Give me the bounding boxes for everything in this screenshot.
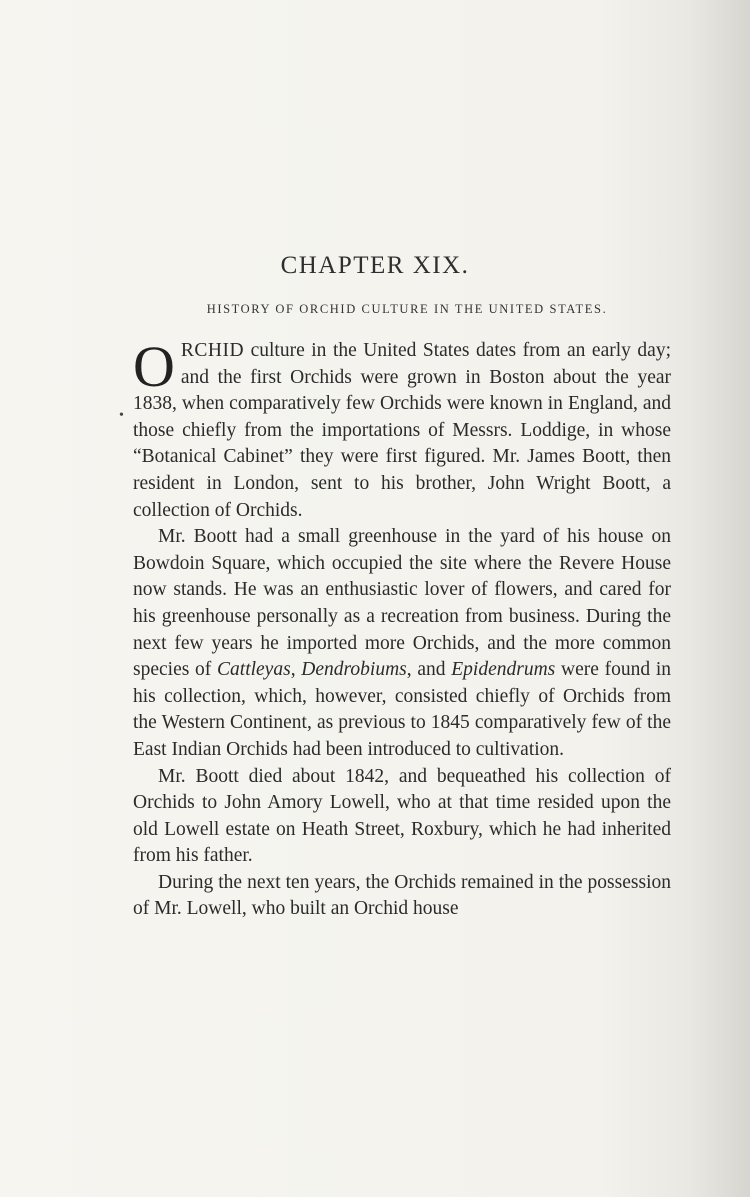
paragraph-1	[133, 334, 671, 524]
paragraph-2-text-b: ,	[290, 659, 302, 681]
genus-cattleyas: Cattleyas	[217, 659, 291, 681]
paragraph-2-text-d: were found in his collection, which, however, consisted chiefly of Orchids from the Western Continent, as previous to 1845 comparatively few of the East Indian Orchids had been introduced to cultivation.	[133, 659, 671, 760]
paragraph-2-text-c: , and	[406, 659, 452, 681]
drop-cap: O	[133, 334, 175, 399]
body-text	[133, 334, 671, 923]
opening-word: RCHID	[180, 340, 245, 361]
paragraph-3: Mr. Boott died about 1842, and bequeathed his collection of Orchids to John Amory Lowell, who at that time resided upon the old Lowell estate on Heath Street, Roxbury, which he had inherited from his father.	[133, 765, 671, 867]
chapter-subtitle: HISTORY OF ORCHID CULTURE IN THE UNITED STATES.	[206, 302, 608, 316]
paragraph-2	[133, 524, 671, 763]
genus-dendrobiums: Dendrobiums	[301, 659, 407, 681]
margin-mark: •	[119, 408, 124, 423]
paragraph-1-text: culture in the United States dates from an early day; and the first Orchids were grown in Boston about the year 1838, when comparatively few Orchids were known in England, and those chiefly from the importations of Messrs. Loddige, in whose “Botanical Cabinet” they were first figured. Mr. James Boott, then resident in London, sent to his brother, John Wright Boott, a collection of Orchids.	[133, 340, 671, 521]
paragraph-4: During the next ten years, the Orchids remained in the possession of Mr. Lowell, who built an Orchid house	[133, 871, 671, 920]
chapter-title: CHAPTER XIX.	[280, 252, 470, 279]
genus-epidendrums: Epidendrums	[451, 659, 556, 681]
paragraph-2-text-a: Mr. Boott had a small greenhouse in the yard of his house on Bowdoin Square, which occupied the site where the Revere House now stands. He was an enthusiastic lover of flowers, and cared for his greenhouse personally as a recreation from business. During the next few years he imported more Orchids, and the more common species of	[133, 526, 671, 681]
